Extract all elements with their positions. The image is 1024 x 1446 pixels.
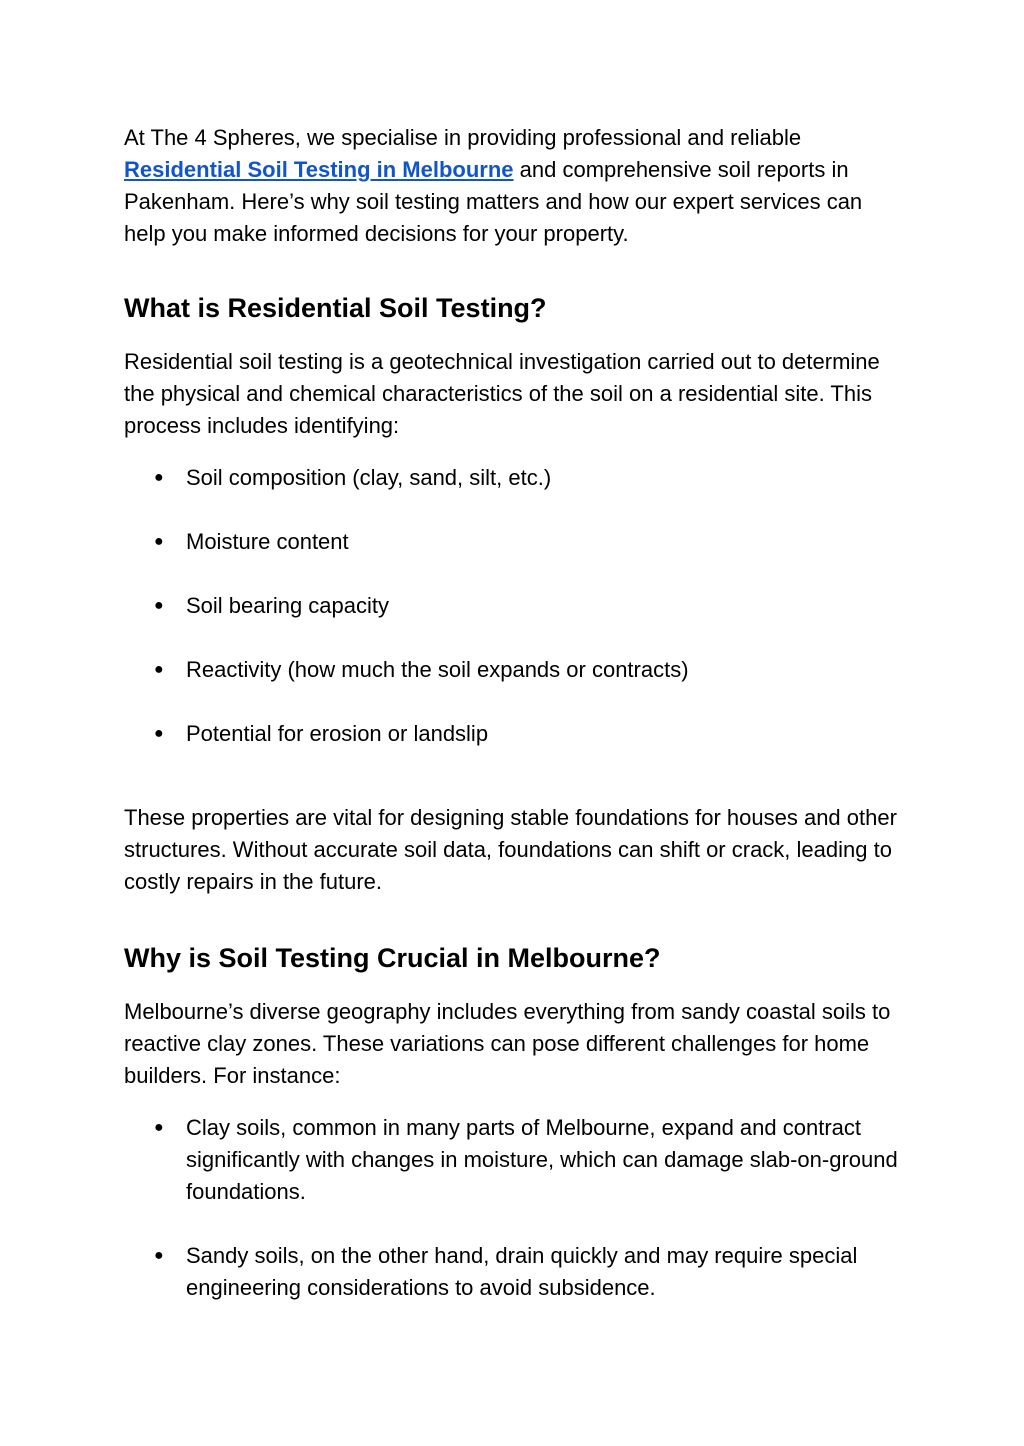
section1-paragraph: Residential soil testing is a geotechnical investigation carried out to determine the physical and chemical characteristics of the soil on a residential site. This process includes identifying: xyxy=(124,349,880,438)
section2-heading: Why is Soil Testing Crucial in Melbourne? xyxy=(124,943,661,973)
residential-soil-testing-link[interactable]: Residential Soil Testing in Melbourne xyxy=(124,157,514,182)
bullet-icon: ● xyxy=(154,1247,164,1264)
list-item xyxy=(124,1240,904,1304)
document-page xyxy=(124,122,904,1304)
intro-text-before-link: At The 4 Spheres, we specialise in providing professional and reliable xyxy=(124,125,802,150)
bullet-icon: ● xyxy=(154,597,164,614)
list-item xyxy=(124,718,904,750)
list-item-text: Soil composition (clay, sand, silt, etc.) xyxy=(186,465,552,490)
list-item-text: Clay soils, common in many parts of Melbourne, expand and contract significantly with changes in moisture, which can damage slab-on-ground foundations. xyxy=(186,1115,898,1204)
intro-paragraph xyxy=(124,122,904,250)
bullet-icon: ● xyxy=(154,661,164,678)
list-item xyxy=(124,462,904,494)
list-item-text: Moisture content xyxy=(186,529,349,554)
section1-closing-paragraph: These properties are vital for designing stable foundations for houses and other structures. Without accurate soil data, foundations can shift or crack, leading to costly repairs in the future. xyxy=(124,805,897,894)
list-item xyxy=(124,1112,904,1208)
bullet-icon: ● xyxy=(154,469,164,486)
list-item-text: Potential for erosion or landslip xyxy=(186,721,489,746)
list-item xyxy=(124,526,904,558)
section1-heading: What is Residential Soil Testing? xyxy=(124,293,547,323)
section2-bullet-list xyxy=(124,1112,904,1304)
bullet-icon: ● xyxy=(154,533,164,550)
list-item-text: Reactivity (how much the soil expands or contracts) xyxy=(186,657,689,682)
section1-bullet-list xyxy=(124,462,904,750)
bullet-icon: ● xyxy=(154,725,164,742)
bullet-icon: ● xyxy=(154,1119,164,1136)
section2-paragraph: Melbourne’s diverse geography includes everything from sandy coastal soils to reactive clay zones. These variations can pose different challenges for home builders. For instance: xyxy=(124,999,891,1088)
list-item-text: Soil bearing capacity xyxy=(186,593,390,618)
list-item xyxy=(124,590,904,622)
list-item-text: Sandy soils, on the other hand, drain quickly and may require special engineering considerations to avoid subsidence. xyxy=(186,1243,858,1300)
intro-text-after-link: and comprehensive soil reports in Pakenham. Here’s why soil testing matters and how our expert services can help you make informed decisions for your property. xyxy=(124,157,863,246)
list-item xyxy=(124,654,904,686)
